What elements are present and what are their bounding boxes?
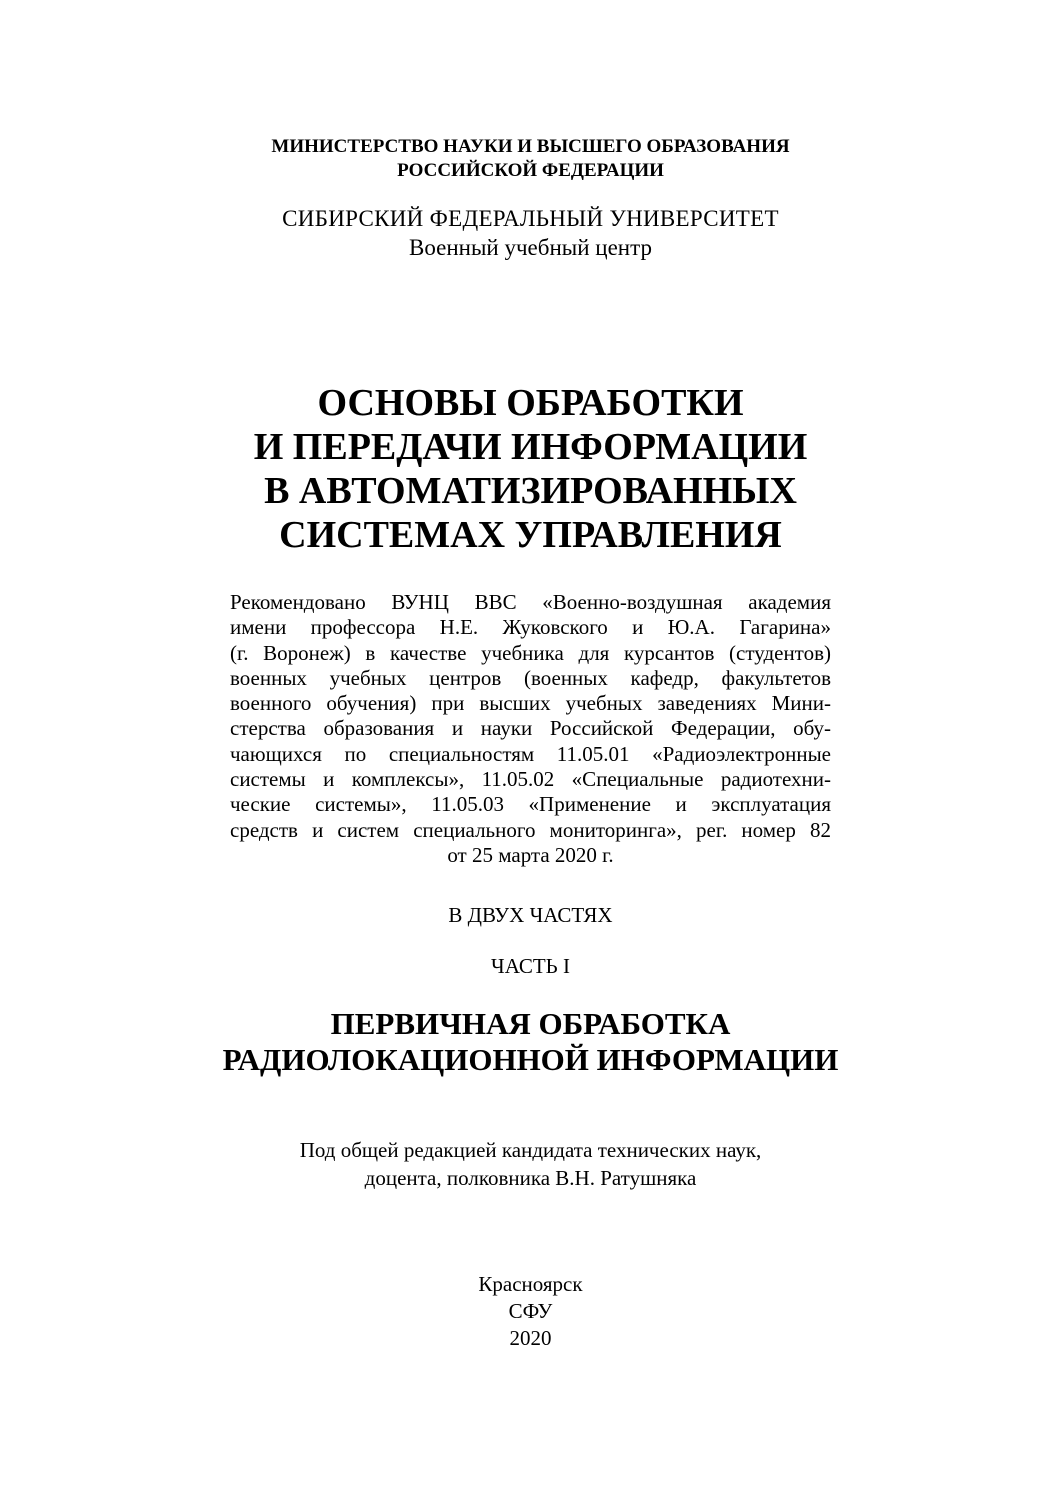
recommendation-line: военных учебных центров (военных кафедр, факультетов: [230, 665, 831, 690]
recommendation-line: чающихся по специальностям 11.05.01 «Радиоэлектронные: [230, 741, 831, 766]
imprint-publisher: СФУ: [508, 1299, 553, 1323]
ministry-name-line1: МИНИСТЕРСТВО НАУКИ И ВЫСШЕГО ОБРАЗОВАНИЯ: [271, 136, 790, 157]
part-number-label: ЧАСТЬ I: [491, 954, 570, 978]
editor-line2: доцента, полковника В.Н. Ратушняка: [364, 1166, 697, 1190]
imprint-city: Красноярск: [478, 1272, 583, 1296]
recommendation-line: имени профессора Н.Е. Жуковского и Ю.А. Гагарина»: [230, 615, 831, 640]
part-title-line: ПЕРВИЧНАЯ ОБРАБОТКА: [330, 1006, 731, 1041]
recommendation-line: средств и систем специального мониторинга», рег. номер 82: [230, 817, 831, 842]
main-title-line: И ПЕРЕДАЧИ ИНФОРМАЦИИ: [253, 426, 808, 468]
recommendation-line: (г. Воронеж) в качестве учебника для курсантов (студентов): [230, 640, 831, 665]
university-name: СИБИРСКИЙ ФЕДЕРАЛЬНЫЙ УНИВЕРСИТЕТ: [282, 206, 779, 231]
main-title-line: В АВТОМАТИЗИРОВАННЫХ: [264, 470, 797, 512]
recommendation-paragraph: [230, 590, 831, 868]
recommendation-line: ческие системы», 11.05.03 «Применение и эксплуатация: [230, 792, 831, 817]
main-title-line: СИСТЕМАХ УПРАВЛЕНИЯ: [279, 514, 782, 556]
recommendation-line: системы и комплексы», 11.05.02 «Специальные радиотехни-: [230, 767, 831, 792]
recommendation-line: стерства образования и науки Российской Федерации, обу-: [230, 716, 831, 741]
main-title-line: ОСНОВЫ ОБРАБОТКИ: [317, 382, 744, 424]
editor-line1: Под общей редакцией кандидата технических наук,: [299, 1138, 762, 1162]
ministry-name-line2: РОССИЙСКОЙ ФЕДЕРАЦИИ: [397, 160, 664, 181]
recommendation-line: Рекомендовано ВУНЦ ВВС «Военно-воздушная академия: [230, 590, 831, 614]
two-parts-label: В ДВУХ ЧАСТЯХ: [448, 903, 613, 927]
recommendation-line: военного обучения) при высших учебных заведениях Мини-: [230, 691, 831, 716]
recommendation-line: от 25 марта 2020 г.: [447, 842, 614, 867]
imprint-year: 2020: [509, 1326, 552, 1350]
part-title-line: РАДИОЛОКАЦИОННОЙ ИНФОРМАЦИИ: [222, 1042, 839, 1077]
military-center-name: Военный учебный центр: [409, 235, 652, 260]
